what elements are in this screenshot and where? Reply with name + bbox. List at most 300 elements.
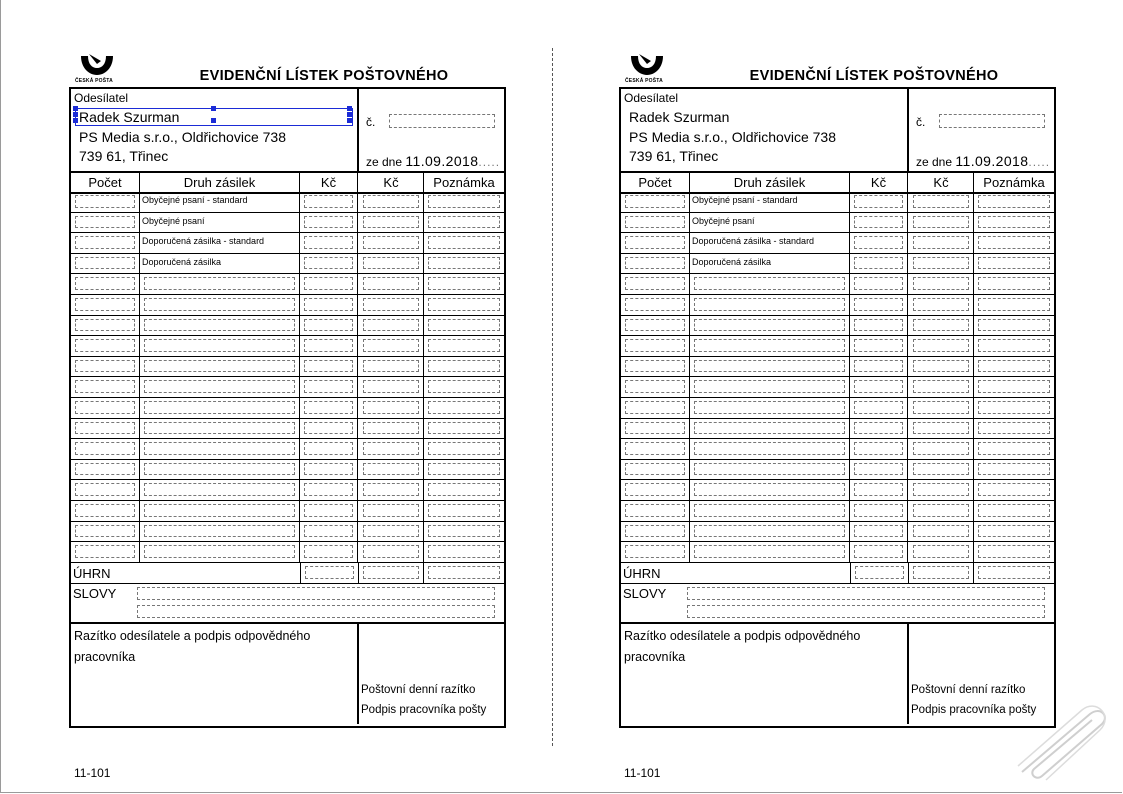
cell-kc2	[359, 233, 424, 253]
cell-count	[621, 419, 690, 439]
amount-in-words-field[interactable]	[687, 587, 1045, 600]
cell-count	[71, 419, 140, 439]
input-field-kind[interactable]	[694, 401, 845, 414]
input-field-note[interactable]	[428, 257, 500, 270]
input-field-note[interactable]	[428, 298, 500, 311]
input-field-count[interactable]	[625, 545, 685, 558]
sender-city[interactable]: 739 61, Třinec	[79, 148, 169, 164]
input-field-kc2[interactable]	[913, 298, 969, 311]
input-field-count[interactable]	[625, 216, 685, 229]
cell-count	[71, 336, 140, 356]
number-field[interactable]	[939, 114, 1045, 128]
input-field-note[interactable]	[978, 380, 1050, 393]
input-field-kc2[interactable]	[363, 257, 419, 270]
input-field-count[interactable]	[75, 277, 135, 290]
table-row	[621, 460, 1054, 481]
input-field-count[interactable]	[75, 360, 135, 373]
sender-stamp-label: pracovníka	[74, 649, 136, 664]
input-field-kind[interactable]	[694, 319, 845, 332]
input-field-kc1[interactable]	[854, 236, 903, 249]
input-field-kc2[interactable]	[913, 236, 969, 249]
input-field-count[interactable]	[75, 319, 135, 332]
input-field-note[interactable]	[978, 483, 1050, 496]
input-field-note[interactable]	[978, 319, 1050, 332]
input-field-note[interactable]	[978, 298, 1050, 311]
cell-note	[974, 480, 1054, 500]
resize-handle[interactable]	[73, 106, 78, 111]
sender-company[interactable]: PS Media s.r.o., Oldřichovice 738	[629, 129, 836, 145]
input-field-kc1[interactable]	[854, 483, 903, 496]
input-field-count[interactable]	[75, 380, 135, 393]
input-field-kc2[interactable]	[913, 442, 969, 455]
input-field-note[interactable]	[978, 401, 1050, 414]
cell-kc2	[909, 274, 974, 294]
cell-count	[71, 274, 140, 294]
input-field-note[interactable]	[978, 463, 1050, 476]
input-field-kc1[interactable]	[304, 525, 353, 538]
cell-kc2	[909, 213, 974, 233]
input-field-kind[interactable]	[144, 339, 295, 352]
input-field-kind[interactable]	[694, 545, 845, 558]
cell-kind	[690, 213, 850, 233]
input-field-kc1[interactable]	[854, 442, 903, 455]
input-field-kind[interactable]	[694, 422, 845, 435]
input-field-count[interactable]	[625, 401, 685, 414]
input-field-note[interactable]	[428, 504, 500, 517]
input-field-kind[interactable]	[694, 360, 845, 373]
total-field-kc2[interactable]	[363, 566, 419, 579]
input-field-kc2[interactable]	[363, 422, 419, 435]
input-field-kc1[interactable]	[304, 380, 353, 393]
amount-in-words-field[interactable]	[137, 587, 495, 600]
input-field-note[interactable]	[428, 545, 500, 558]
table-row	[621, 233, 1054, 254]
input-field-kind[interactable]	[144, 360, 295, 373]
cell-kind	[140, 480, 300, 500]
input-field-kc2[interactable]	[363, 195, 419, 208]
input-field-kc1[interactable]	[854, 380, 903, 393]
input-field-note[interactable]	[428, 277, 500, 290]
input-field-kc1[interactable]	[304, 401, 353, 414]
input-field-kc1[interactable]	[304, 257, 353, 270]
input-field-kc1[interactable]	[304, 216, 353, 229]
input-field-kind[interactable]	[144, 525, 295, 538]
input-field-kc2[interactable]	[363, 504, 419, 517]
total-field-kc1[interactable]	[855, 566, 904, 579]
input-field-kc1[interactable]	[854, 319, 903, 332]
header-kind: Druh zásilek	[140, 173, 300, 192]
resize-handle[interactable]	[211, 106, 216, 111]
input-field-note[interactable]	[978, 195, 1050, 208]
cell-note	[974, 501, 1054, 521]
input-field-kind[interactable]	[694, 504, 845, 517]
resize-handle[interactable]	[73, 112, 78, 117]
amount-in-words-field-2[interactable]	[137, 605, 495, 618]
input-field-kc2[interactable]	[363, 401, 419, 414]
input-field-kind[interactable]	[144, 422, 295, 435]
input-field-count[interactable]	[75, 442, 135, 455]
header-row	[621, 171, 1054, 194]
sender-stamp-box	[621, 624, 909, 724]
total-cell-kc2	[909, 563, 974, 583]
input-field-kc2[interactable]	[913, 545, 969, 558]
amount-in-words-field-2[interactable]	[687, 605, 1045, 618]
cell-note	[424, 439, 504, 459]
input-field-kc2[interactable]	[363, 545, 419, 558]
cell-count	[71, 439, 140, 459]
input-field-note[interactable]	[978, 504, 1050, 517]
input-field-kc2[interactable]	[363, 319, 419, 332]
input-field-count[interactable]	[625, 525, 685, 538]
input-field-count[interactable]	[625, 380, 685, 393]
input-field-kc2[interactable]	[913, 257, 969, 270]
cell-kc1	[850, 295, 908, 315]
cell-note	[424, 295, 504, 315]
input-field-kc1[interactable]	[854, 545, 903, 558]
input-field-note[interactable]	[978, 216, 1050, 229]
input-field-note[interactable]	[978, 277, 1050, 290]
input-field-note[interactable]	[428, 195, 500, 208]
input-field-kind[interactable]	[144, 442, 295, 455]
input-field-note[interactable]	[428, 422, 500, 435]
input-field-kc2[interactable]	[363, 360, 419, 373]
cell-count	[621, 213, 690, 233]
input-field-kc2[interactable]	[913, 339, 969, 352]
input-field-kc2[interactable]	[363, 339, 419, 352]
total-cell-note	[424, 563, 504, 583]
input-field-kc2[interactable]	[913, 463, 969, 476]
input-field-kc2[interactable]	[363, 216, 419, 229]
input-field-count[interactable]	[625, 483, 685, 496]
header-kc1: Kč	[300, 173, 358, 192]
resize-handle[interactable]	[347, 118, 352, 123]
total-field-note[interactable]	[978, 566, 1050, 579]
input-field-count[interactable]	[75, 257, 135, 270]
cell-kc2	[909, 254, 974, 274]
input-field-kind[interactable]	[694, 277, 845, 290]
input-field-note[interactable]	[428, 236, 500, 249]
cell-note	[974, 254, 1054, 274]
input-field-kc1[interactable]	[854, 360, 903, 373]
input-field-count[interactable]	[75, 422, 135, 435]
post-stamp-box	[359, 624, 504, 724]
input-field-kc1[interactable]	[854, 504, 903, 517]
input-field-kind[interactable]	[144, 483, 295, 496]
cell-note	[974, 522, 1054, 542]
table-row	[71, 460, 504, 481]
input-field-kc1[interactable]	[304, 195, 353, 208]
input-field-kc2[interactable]	[913, 422, 969, 435]
input-field-note[interactable]	[978, 545, 1050, 558]
input-field-note[interactable]	[428, 360, 500, 373]
total-field-note[interactable]	[428, 566, 500, 579]
input-field-kind[interactable]	[144, 545, 295, 558]
cell-kc2	[359, 439, 424, 459]
input-field-note[interactable]	[428, 525, 500, 538]
input-field-note[interactable]	[978, 442, 1050, 455]
input-field-kc2[interactable]	[913, 195, 969, 208]
input-field-count[interactable]	[625, 195, 685, 208]
input-field-count[interactable]	[625, 504, 685, 517]
input-field-count[interactable]	[625, 360, 685, 373]
table-row	[621, 419, 1054, 440]
table-row	[621, 295, 1054, 316]
cell-kc2	[359, 192, 424, 212]
item-label: Obyčejné psaní - standard	[142, 195, 248, 205]
table-row	[71, 439, 504, 460]
input-field-count[interactable]	[75, 401, 135, 414]
input-field-count[interactable]	[625, 236, 685, 249]
input-field-count[interactable]	[625, 257, 685, 270]
input-field-kc2[interactable]	[363, 525, 419, 538]
input-field-kind[interactable]	[694, 442, 845, 455]
input-field-kind[interactable]	[144, 463, 295, 476]
cell-kc2	[909, 233, 974, 253]
input-field-count[interactable]	[75, 298, 135, 311]
sender-city[interactable]: 739 61, Třinec	[629, 148, 719, 164]
input-field-count[interactable]	[75, 463, 135, 476]
cell-kind	[140, 522, 300, 542]
cell-note	[424, 192, 504, 212]
input-field-kc1[interactable]	[304, 545, 353, 558]
cell-kc2	[909, 336, 974, 356]
cell-kind	[140, 213, 300, 233]
input-field-kind[interactable]	[694, 463, 845, 476]
cell-kc2	[359, 377, 424, 397]
header-row	[71, 171, 504, 194]
input-field-kc1[interactable]	[854, 463, 903, 476]
date-value[interactable]: 11.09.2018	[955, 153, 1029, 169]
input-field-kind[interactable]	[144, 380, 295, 393]
input-field-kc2[interactable]	[913, 380, 969, 393]
input-field-kind[interactable]	[144, 298, 295, 311]
input-field-count[interactable]	[75, 525, 135, 538]
cell-kind	[690, 522, 850, 542]
input-field-count[interactable]	[75, 195, 135, 208]
form-sheet	[619, 87, 1056, 780]
input-field-kind[interactable]	[144, 401, 295, 414]
input-field-kc2[interactable]	[363, 463, 419, 476]
input-field-kind[interactable]	[694, 298, 845, 311]
form-title: EVIDENČNÍ LÍSTEK POŠTOVNÉHO	[749, 68, 999, 84]
input-field-kc2[interactable]	[363, 380, 419, 393]
input-field-kc1[interactable]	[304, 483, 353, 496]
input-field-kc2[interactable]	[363, 277, 419, 290]
input-field-kc1[interactable]	[304, 422, 353, 435]
table-row	[621, 480, 1054, 501]
input-field-kc1[interactable]	[854, 339, 903, 352]
input-field-kc1[interactable]	[854, 257, 903, 270]
input-field-kc1[interactable]	[304, 236, 353, 249]
number-field[interactable]	[389, 114, 495, 128]
cell-count	[621, 192, 690, 212]
input-field-count[interactable]	[75, 236, 135, 249]
input-field-count[interactable]	[75, 216, 135, 229]
cell-kind	[140, 316, 300, 336]
cell-kc1	[300, 377, 358, 397]
cell-note	[424, 316, 504, 336]
input-field-count[interactable]	[75, 504, 135, 517]
cell-count	[621, 377, 690, 397]
input-field-count[interactable]	[625, 319, 685, 332]
input-field-note[interactable]	[428, 463, 500, 476]
input-field-kc1[interactable]	[854, 422, 903, 435]
cell-kc2	[909, 316, 974, 336]
cell-kc2	[909, 357, 974, 377]
input-field-kc1[interactable]	[304, 339, 353, 352]
item-label: Obyčejné psaní - standard	[692, 195, 798, 205]
input-field-kc2[interactable]	[913, 360, 969, 373]
input-field-count[interactable]	[625, 463, 685, 476]
input-field-kind[interactable]	[144, 319, 295, 332]
table-row	[621, 522, 1054, 543]
sender-name[interactable]: Radek Szurman	[79, 109, 180, 125]
input-field-kind[interactable]	[694, 525, 845, 538]
input-field-note[interactable]	[428, 319, 500, 332]
cell-kind	[140, 254, 300, 274]
sender-name[interactable]: Radek Szurman	[629, 109, 730, 125]
input-field-kc1[interactable]	[304, 504, 353, 517]
cell-kc1	[300, 192, 358, 212]
input-field-kc2[interactable]	[913, 319, 969, 332]
cell-kind	[690, 377, 850, 397]
cell-count	[71, 522, 140, 542]
table-row	[621, 439, 1054, 460]
input-field-kind[interactable]	[694, 483, 845, 496]
input-field-count[interactable]	[625, 277, 685, 290]
input-field-kc1[interactable]	[854, 401, 903, 414]
input-field-kc1[interactable]	[304, 298, 353, 311]
input-field-kc1[interactable]	[304, 319, 353, 332]
input-field-count[interactable]	[75, 545, 135, 558]
input-field-count[interactable]	[625, 422, 685, 435]
input-field-kc1[interactable]	[304, 442, 353, 455]
cell-kc2	[359, 254, 424, 274]
resize-handle[interactable]	[347, 112, 352, 117]
input-field-note[interactable]	[978, 257, 1050, 270]
input-field-note[interactable]	[978, 360, 1050, 373]
input-field-kind[interactable]	[144, 504, 295, 517]
table-row	[621, 357, 1054, 378]
input-field-kc1[interactable]	[304, 277, 353, 290]
cell-note	[424, 398, 504, 418]
input-field-kc2[interactable]	[363, 483, 419, 496]
input-field-kc1[interactable]	[304, 360, 353, 373]
cell-count	[71, 398, 140, 418]
input-field-kind[interactable]	[144, 277, 295, 290]
input-field-note[interactable]	[978, 236, 1050, 249]
resize-handle[interactable]	[347, 106, 352, 111]
cell-kc1	[850, 336, 908, 356]
cell-kc1	[300, 522, 358, 542]
total-field-kc2[interactable]	[913, 566, 969, 579]
table-row	[71, 213, 504, 234]
header-count: Počet	[621, 173, 690, 192]
postal-slip-left	[69, 52, 506, 780]
cell-note	[974, 419, 1054, 439]
cell-kind	[690, 439, 850, 459]
input-field-kc2[interactable]	[363, 236, 419, 249]
input-field-note[interactable]	[428, 401, 500, 414]
cell-note	[974, 192, 1054, 212]
cell-kind	[690, 542, 850, 562]
cell-count	[621, 542, 690, 562]
cell-kc2	[909, 419, 974, 439]
input-field-count[interactable]	[75, 483, 135, 496]
input-field-kc1[interactable]	[854, 195, 903, 208]
input-field-kc1[interactable]	[304, 463, 353, 476]
input-field-note[interactable]	[428, 216, 500, 229]
input-field-note[interactable]	[978, 525, 1050, 538]
input-field-note[interactable]	[428, 339, 500, 352]
input-field-kind[interactable]	[694, 380, 845, 393]
total-field-kc1[interactable]	[305, 566, 354, 579]
input-field-kc2[interactable]	[913, 483, 969, 496]
input-field-kc1[interactable]	[854, 525, 903, 538]
input-field-note[interactable]	[428, 380, 500, 393]
cell-kc1	[850, 377, 908, 397]
input-field-kc2[interactable]	[913, 401, 969, 414]
cell-kc1	[850, 192, 908, 212]
input-field-kc2[interactable]	[913, 525, 969, 538]
input-field-count[interactable]	[625, 339, 685, 352]
cell-kc2	[909, 377, 974, 397]
cell-note	[974, 316, 1054, 336]
date-value[interactable]: 11.09.2018	[405, 153, 479, 169]
cell-kc1	[850, 522, 908, 542]
input-field-count[interactable]	[625, 298, 685, 311]
cell-kc1	[300, 419, 358, 439]
sender-stamp-label: pracovníka	[624, 649, 686, 664]
input-field-kc1[interactable]	[854, 277, 903, 290]
input-field-kc1[interactable]	[854, 298, 903, 311]
date-label-text: ze dne	[916, 155, 953, 169]
input-field-count[interactable]	[625, 442, 685, 455]
table-row	[621, 398, 1054, 419]
cell-note	[424, 336, 504, 356]
resize-handle[interactable]	[211, 118, 216, 123]
cell-kc1	[850, 501, 908, 521]
input-field-kc2[interactable]	[363, 442, 419, 455]
cell-kind	[140, 233, 300, 253]
amount-in-words-label: SLOVY	[73, 585, 117, 601]
sender-company[interactable]: PS Media s.r.o., Oldřichovice 738	[79, 129, 286, 145]
cell-kc1	[300, 542, 358, 562]
table-row	[71, 501, 504, 522]
cell-kc1	[300, 316, 358, 336]
resize-handle[interactable]	[73, 118, 78, 123]
input-field-note[interactable]	[978, 422, 1050, 435]
amount-in-words-row	[621, 584, 1054, 624]
input-field-note[interactable]	[428, 483, 500, 496]
cell-count	[621, 316, 690, 336]
input-field-kind[interactable]	[694, 339, 845, 352]
input-field-kc2[interactable]	[913, 504, 969, 517]
input-field-note[interactable]	[978, 339, 1050, 352]
cell-note	[424, 542, 504, 562]
cell-count	[621, 480, 690, 500]
table-row	[621, 501, 1054, 522]
input-field-note[interactable]	[428, 442, 500, 455]
input-field-kc1[interactable]	[854, 216, 903, 229]
input-field-kc2[interactable]	[363, 298, 419, 311]
cell-count	[621, 501, 690, 521]
logo-text: ČESKÁ POŠTA	[75, 78, 113, 84]
input-field-count[interactable]	[75, 339, 135, 352]
total-row	[71, 563, 504, 584]
input-field-kc2[interactable]	[913, 277, 969, 290]
input-field-kc2[interactable]	[913, 216, 969, 229]
